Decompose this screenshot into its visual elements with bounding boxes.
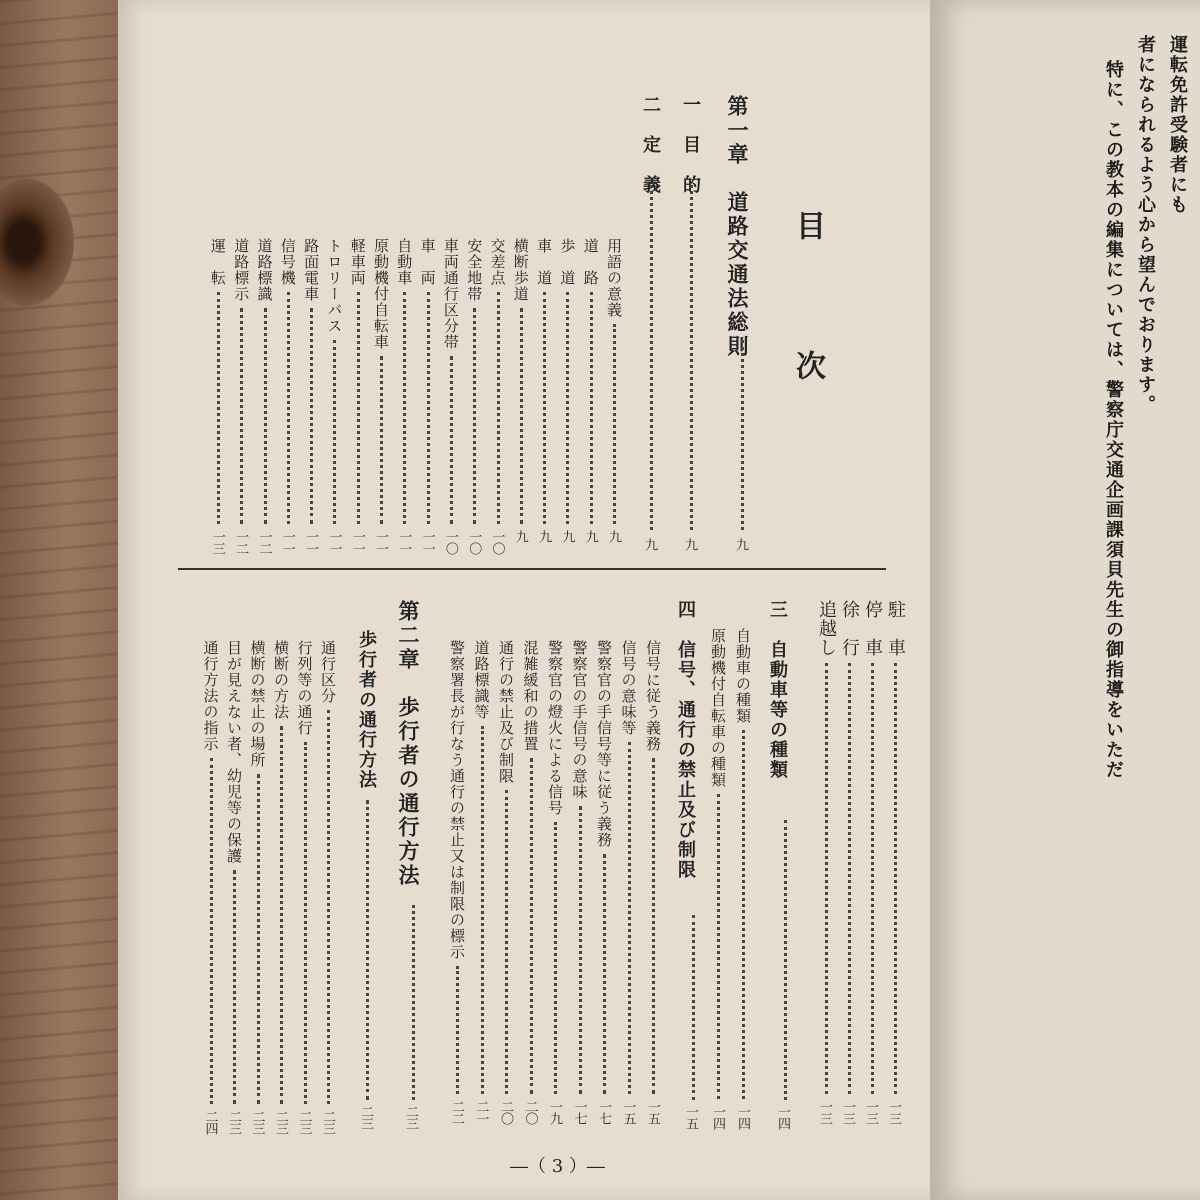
toc-entry-page: 一一: [396, 530, 412, 554]
toc-entry-label: 通行区分: [319, 640, 337, 704]
toc-entry-label: 道路標示: [232, 238, 251, 302]
leader-dots: [357, 292, 360, 524]
toc-entry-label: 駐 車: [885, 600, 906, 657]
toc-entry-page: 一四: [735, 1105, 750, 1129]
toc-entry-label: 通行方法の指示: [201, 640, 220, 752]
wood-knot: [0, 178, 74, 306]
toc-entry-label: トロリーバス: [325, 238, 344, 334]
section-2-heading: 二 定 義: [640, 95, 661, 195]
toc-entry-page: 一七: [596, 1100, 611, 1124]
toc-entry-page: 一三: [886, 1100, 901, 1124]
toc-entry-label: 警察官の燈火による信号: [546, 640, 564, 816]
leader-dots: [403, 292, 406, 524]
toc-entry-label: 徐 行: [839, 600, 860, 657]
section-1-heading: 一 目 的: [680, 95, 701, 195]
toc-entry-page: 二二: [449, 1100, 464, 1124]
toc-entry-label: 原動機付自転車: [372, 238, 390, 350]
facing-line-1: 運転免許受験者にも: [1167, 35, 1188, 215]
leader-dots: [233, 870, 236, 1104]
toc-entry-page: 二一: [473, 1100, 489, 1124]
toc-entry-page: 一一: [373, 530, 388, 554]
section-5-page: 二三: [358, 1105, 373, 1129]
leader-dots: [543, 292, 546, 524]
leader-dots: [590, 292, 593, 524]
divider-rule: [178, 568, 886, 570]
toc-entry-label: 道 路: [581, 238, 600, 286]
toc-entry-label: 自動車の種類: [734, 628, 752, 724]
chapter-1-page: 九: [733, 538, 748, 550]
chapter-2-page: 二三: [403, 1105, 418, 1129]
toc-entry-label: 路面電車: [302, 238, 321, 302]
toc-entry-page: 一〇: [489, 530, 505, 554]
toc-entry-label: 追越し: [816, 600, 837, 657]
facing-line-2: 者になられるよう心から望んでおります。: [1135, 35, 1156, 415]
toc-entry-page: 二三: [226, 1110, 241, 1134]
toc-entry-label: 停 車: [862, 600, 883, 657]
facing-page: [930, 0, 1200, 1200]
leader-dots: [450, 356, 453, 524]
leader-dots: [652, 758, 655, 1094]
leader-dots: [473, 308, 476, 524]
toc-entry-label: 車 道: [535, 238, 554, 286]
toc-entry-page: 一一: [419, 530, 435, 554]
chapter-1-heading: 第一章 道路交通法総則: [725, 95, 750, 359]
leader-dots: [481, 726, 484, 1094]
toc-entry-page: 九: [559, 530, 575, 542]
toc-entry-page: 一五: [620, 1100, 636, 1124]
leader-dots: [366, 800, 369, 1100]
leader-dots: [505, 790, 508, 1094]
toc-entry-page: 九: [606, 530, 621, 542]
toc-entry-label: 通行の禁止及び制限: [497, 640, 515, 784]
leader-dots: [825, 663, 828, 1094]
section-5-heading: 歩行者の通行方法: [356, 630, 377, 790]
leader-dots: [717, 794, 720, 1099]
toc-entry-page: 一一: [303, 530, 319, 554]
toc-entry-label: 信号機: [278, 238, 297, 286]
toc-entry-page: 二〇: [498, 1100, 513, 1124]
toc-entry-page: 一三: [840, 1100, 855, 1124]
leader-dots: [217, 292, 220, 524]
toc-entry-label: 安全地帯: [465, 238, 484, 302]
toc-entry-page: 一九: [547, 1100, 562, 1124]
leader-dots: [327, 710, 330, 1104]
leader-dots: [871, 663, 874, 1094]
leader-dots: [240, 308, 243, 524]
toc-entry-label: 運 転: [208, 238, 227, 286]
toc-entry-page: 二三: [249, 1110, 265, 1134]
toc-entry-label: 警察官の手信号等に従う義務: [595, 640, 613, 848]
toc-entry-page: 一一: [349, 530, 365, 554]
toc-entry-label: 横断歩道: [511, 238, 530, 302]
toc-entry-page: 一七: [571, 1100, 587, 1124]
leader-dots: [333, 340, 336, 524]
toc-entry-page: 一二: [233, 530, 249, 554]
toc-entry-label: 横断の方法: [272, 640, 290, 720]
toc-entry-page: 九: [512, 530, 528, 542]
toc-entry-page: 一一: [279, 530, 295, 554]
toc-entry-label: 歩 道: [558, 238, 577, 286]
toc-entry-page: 一〇: [466, 530, 482, 554]
toc-entry-label: 自動車: [395, 238, 414, 286]
section-3-heading: 三 自動車等の種類: [767, 600, 788, 780]
toc-entry-page: 一五: [645, 1100, 660, 1124]
toc-entry-page: 二〇: [522, 1100, 538, 1124]
toc-entry-label: 原動機付自転車の種類: [709, 628, 727, 788]
toc-entry-label: 軽車両: [348, 238, 367, 286]
toc-entry-label: 交差点: [488, 238, 507, 286]
toc-entry-label: 横断の禁止の場所: [248, 640, 267, 768]
toc-entry-page: 一二: [256, 530, 272, 554]
section-4-heading: 四 信号、通行の禁止及び制限: [675, 600, 696, 880]
leader-dots: [456, 966, 459, 1094]
leader-dots: [603, 854, 606, 1094]
toc-entry-label: 用語の意義: [605, 238, 623, 318]
leader-dots: [310, 308, 313, 524]
toc-entry-page: 一一: [326, 530, 342, 554]
toc-entry-label: 警察署長が行なう通行の禁止又は制限の標示: [448, 640, 466, 960]
leader-dots: [210, 758, 213, 1104]
toc-entry-page: 二三: [296, 1110, 312, 1134]
section-4-page: 一五: [683, 1105, 698, 1129]
toc-entry-label: 道路標識等: [472, 640, 491, 720]
toc-entry-page: 一三: [863, 1100, 878, 1124]
toc-entry-page: 一三: [209, 530, 225, 554]
toc-entry-page: 九: [536, 530, 552, 542]
leader-dots: [427, 292, 430, 524]
leader-dots: [692, 915, 695, 1100]
leader-dots: [280, 726, 283, 1104]
toc-entry-page: 一三: [817, 1100, 832, 1124]
toc-entry-label: 信号の意味等: [619, 640, 638, 736]
leader-dots: [628, 742, 631, 1094]
toc-entry-label: 混雑緩和の措置: [521, 640, 540, 752]
chapter-2-heading: 第二章 歩行者の通行方法: [396, 600, 421, 888]
leader-dots: [287, 292, 290, 524]
leader-dots: [497, 292, 500, 524]
leader-dots: [848, 663, 851, 1094]
leader-dots: [566, 292, 569, 524]
page-title: 目 次: [790, 210, 825, 420]
leader-dots: [650, 185, 653, 530]
leader-dots: [579, 806, 582, 1094]
leader-dots: [412, 905, 415, 1100]
toc-entry-page: 二三: [320, 1110, 335, 1134]
leader-dots: [894, 663, 897, 1094]
toc-entry-label: 道路標識: [255, 238, 274, 302]
section-2-page: 九: [642, 538, 657, 550]
toc-entry-label: 車 両: [418, 238, 437, 286]
leader-dots: [613, 324, 616, 524]
toc-entry-page: 一〇: [442, 530, 458, 554]
leader-dots: [380, 356, 383, 524]
toc-entry-label: 目が見えない者、幼児等の保護: [225, 640, 243, 864]
leader-dots: [554, 822, 557, 1094]
facing-line-3: 特に、この教本の編集については、警察庁交通企画課須貝先生の御指導をいただ: [1103, 60, 1124, 780]
toc-entry-label: 行列等の通行: [295, 640, 314, 736]
leader-dots: [741, 340, 744, 530]
toc-entry-page: 二四: [202, 1110, 218, 1134]
toc-entry-page: 九: [582, 530, 598, 542]
leader-dots: [690, 185, 693, 530]
section-3-page: 一四: [775, 1105, 790, 1129]
leader-dots: [530, 758, 533, 1094]
toc-entry-label: 警察官の手信号の意味: [570, 640, 589, 800]
leader-dots: [264, 308, 267, 524]
leader-dots: [304, 742, 307, 1104]
leader-dots: [784, 820, 787, 1100]
toc-entry-page: 二三: [273, 1110, 288, 1134]
toc-entry-page: 一四: [710, 1105, 725, 1129]
toc-entry-label: 信号に従う義務: [644, 640, 662, 752]
page-number: ―（ 3 ）―: [510, 1156, 605, 1177]
section-1-page: 九: [682, 538, 697, 550]
leader-dots: [257, 774, 260, 1104]
toc-entry-label: 車両通行区分帯: [441, 238, 460, 350]
leader-dots: [742, 730, 745, 1099]
leader-dots: [520, 308, 523, 524]
